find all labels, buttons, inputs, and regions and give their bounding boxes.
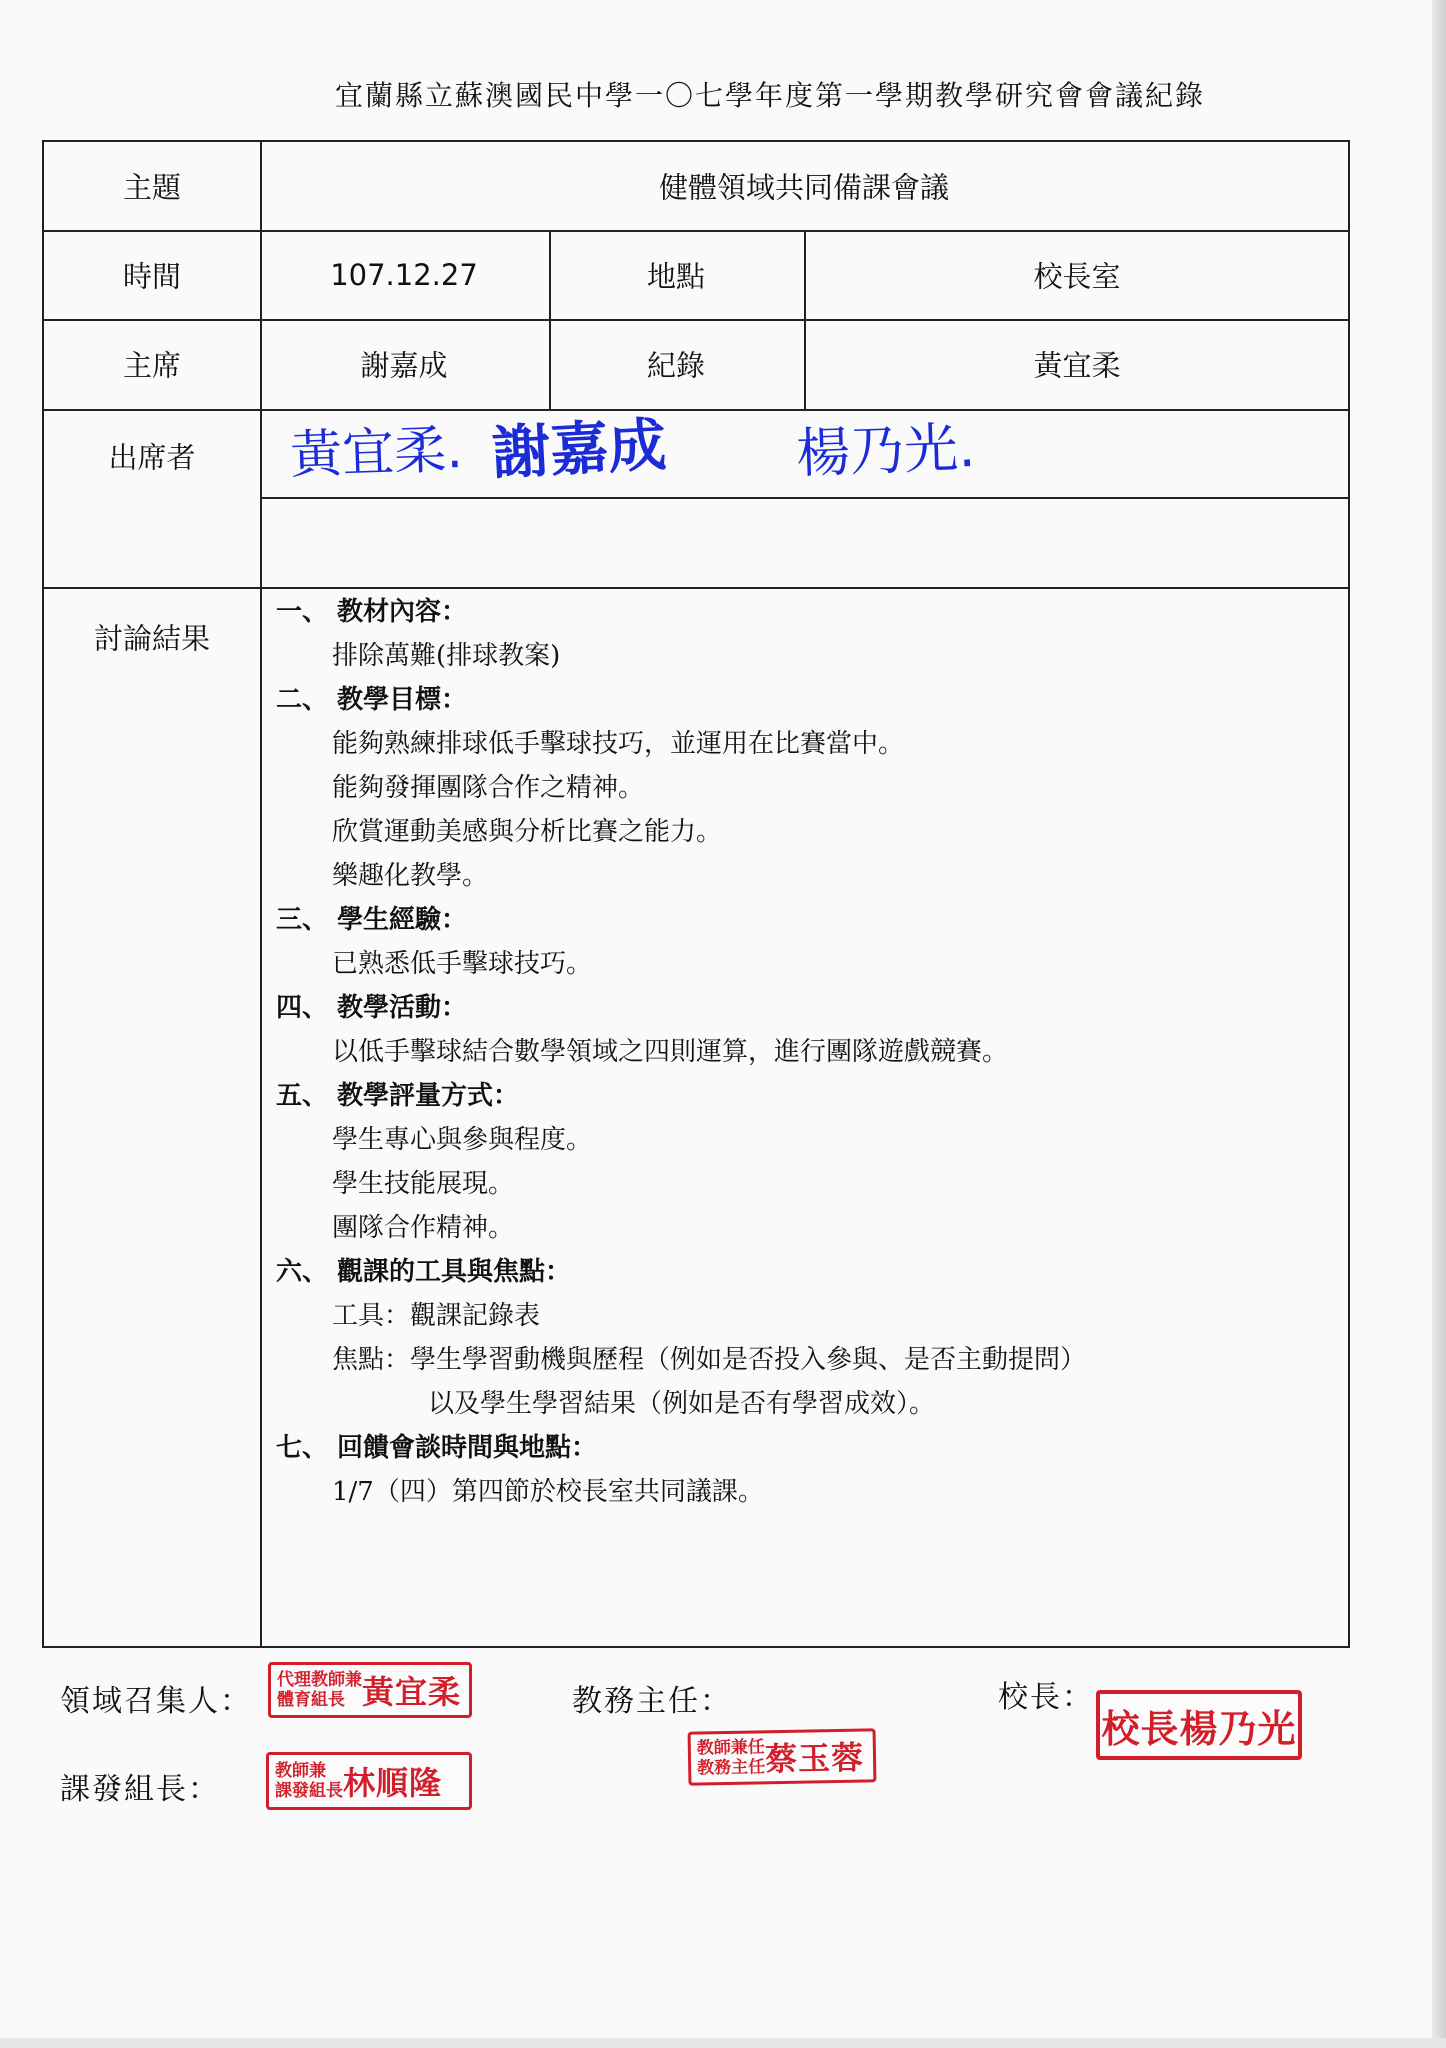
time-value: 107.12.27	[330, 258, 478, 292]
curriculum-stamp	[266, 1752, 472, 1810]
page-edge	[1432, 0, 1446, 2048]
convener-label: 領域召集人：	[60, 1684, 252, 1719]
section-item: 已熟悉低手擊球技巧。	[332, 949, 593, 979]
page-edge-bottom	[0, 2038, 1446, 2048]
section-heading: 一、 教材內容：	[276, 597, 468, 627]
section-heading: 三、 學生經驗：	[276, 905, 468, 935]
principal-label: 校長：	[998, 1680, 1094, 1715]
section-heading: 七、 回饋會談時間與地點：	[276, 1433, 598, 1463]
attendee-signature-3: 楊乃光.	[795, 415, 977, 486]
section-item: 排除萬難(排球教案)	[332, 641, 561, 671]
stamp-title-line: 體育組長	[277, 1690, 345, 1710]
stamp-name: 蔡玉蓉	[764, 1738, 865, 1779]
section-item: 1/7（四）第四節於校長室共同議課。	[332, 1477, 764, 1507]
section-item: 以低手擊球結合數學領域之四則運算，進行團隊遊戲競賽。	[332, 1037, 1009, 1067]
principal-stamp	[1096, 1690, 1302, 1760]
section-item: 學生專心與參與程度。	[332, 1125, 593, 1155]
stamp-title-line: 代理教師兼	[277, 1670, 362, 1690]
document-title: 宜蘭縣立蘇澳國民中學一〇七學年度第一學期教學研究會會議紀錄	[334, 79, 1205, 112]
stamp-title-line: 教師兼任	[696, 1737, 766, 1759]
section-item: 團隊合作精神。	[332, 1213, 515, 1243]
stamp-title-line: 課發組長	[275, 1781, 343, 1801]
place-label: 地點	[646, 259, 706, 294]
section-item: 焦點：學生學習動機與歷程（例如是否投入參與、是否主動提問）	[332, 1345, 1087, 1375]
time-label: 時間	[122, 259, 182, 294]
section-heading: 六、 觀課的工具與焦點：	[276, 1257, 572, 1287]
discussion-content	[276, 590, 1086, 1514]
recorder-label: 紀錄	[646, 348, 706, 383]
stamp-title-line: 教師兼	[275, 1761, 326, 1781]
recorder-value: 黃宜柔	[1033, 348, 1121, 383]
stamp-name: 校長楊乃光	[1101, 1706, 1297, 1751]
attendee-signature-1: 黃宜柔.	[289, 420, 464, 486]
chair-label: 主席	[122, 348, 182, 383]
section-item: 欣賞運動美感與分析比賽之能力。	[332, 817, 723, 847]
place-value: 校長室	[1033, 259, 1121, 294]
convener-stamp	[268, 1662, 472, 1718]
academic-director-stamp	[688, 1728, 877, 1785]
topic-label: 主題	[122, 170, 182, 205]
section-item: 能夠發揮團隊合作之精神。	[332, 773, 645, 803]
attendee-signature-2: 謝嘉成	[490, 410, 668, 488]
attendees-label: 出席者	[108, 440, 196, 475]
section-item-continuation: 以及學生學習結果（例如是否有學習成效）。	[428, 1389, 936, 1419]
section-item: 樂趣化教學。	[332, 861, 489, 891]
stamp-name: 林順隆	[343, 1764, 443, 1802]
discussion-label: 討論結果	[93, 621, 211, 656]
chair-value: 謝嘉成	[360, 348, 448, 383]
section-item: 能夠熟練排球低手擊球技巧，並運用在比賽當中。	[332, 729, 905, 759]
topic-value: 健體領域共同備課會議	[658, 170, 950, 205]
stamp-title-line: 教務主任	[697, 1757, 766, 1779]
section-heading: 四、 教學活動：	[276, 993, 468, 1023]
academic-director-label: 教務主任：	[572, 1684, 732, 1719]
curriculum-label: 課發組長：	[60, 1772, 220, 1807]
section-item: 學生技能展現。	[332, 1169, 515, 1199]
section-heading: 五、 教學評量方式：	[276, 1081, 520, 1111]
section-heading: 二、 教學目標：	[276, 685, 468, 715]
section-item: 工具：觀課記錄表	[332, 1301, 541, 1331]
stamp-name: 黃宜柔	[362, 1673, 462, 1711]
